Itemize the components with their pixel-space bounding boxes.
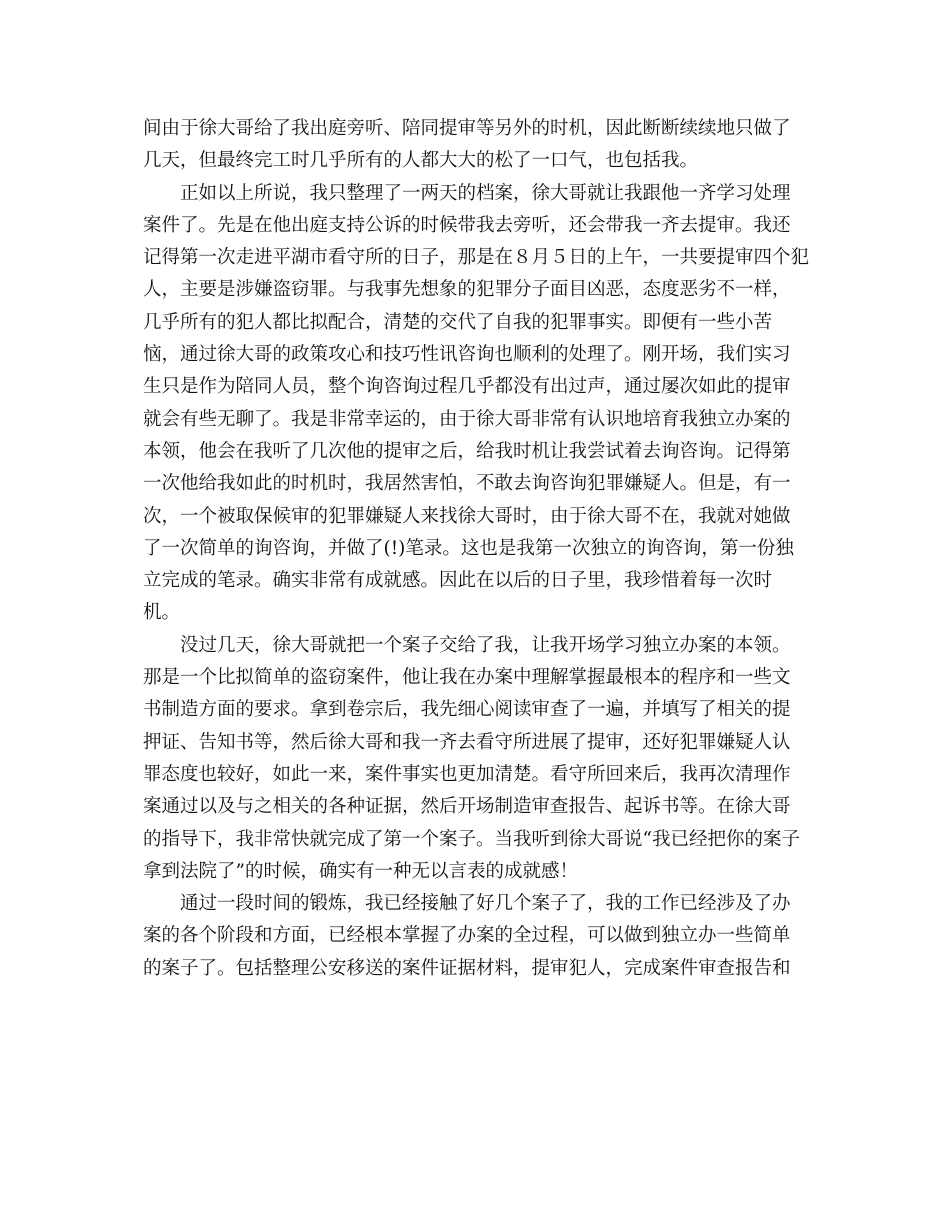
text-line: 就会有些无聊了。我是非常幸运的，由于徐大哥非常有认识地培育我独立办案的 xyxy=(143,408,791,430)
document-body xyxy=(143,113,813,985)
text-line: 的指导下，我非常快就完成了第一个案子。当我听到徐大哥说“我已经把你的案子 xyxy=(143,828,800,850)
paragraph-first-line: 没过几天，徐大哥就把一个案子交给了我，让我开场学习独立办案的本领。 xyxy=(180,634,791,656)
text-line: 案件了。先是在他出庭支持公诉的时候带我去旁听，还会带我一齐去提审。我还 xyxy=(143,214,791,236)
text-line: 那是一个比拟简单的盗窃案件，他让我在办案中理解掌握最根本的程序和一些文 xyxy=(143,667,791,689)
text-line: 间由于徐大哥给了我出庭旁听、陪同提审等另外的时机，因此断断续续地只做了 xyxy=(143,118,791,139)
text-line: 押证、告知书等，然后徐大哥和我一齐去看守所进展了提审，还好犯罪嫌疑人认 xyxy=(143,731,791,753)
text-line: 案通过以及与之相关的各种证据，然后开场制造审查报告、起诉书等。在徐大哥 xyxy=(143,796,791,818)
text-line: 记得第一次走进平湖市看守所的日子，那是在８月５日的上午，一共要提审四个犯 xyxy=(143,247,810,269)
text-line: 拿到法院了”的时候，确实有一种无以言表的成就感！ xyxy=(143,860,578,882)
text-line: 人，主要是涉嫌盗窃罪。与我事先想象的犯罪分子面目凶恶，态度恶劣不一样， xyxy=(143,279,791,301)
text-line: 罪态度也较好，如此一来，案件事实也更加清楚。看守所回来后，我再次清理作 xyxy=(143,763,791,785)
text-line: 的案子了。包括整理公安移送的案件证据材料，提审犯人，完成案件审查报告和 xyxy=(143,957,791,979)
text-line: 恼，通过徐大哥的政策攻心和技巧性讯咨询也顺利的处理了。刚开场，我们实习 xyxy=(143,344,791,366)
text-line: 生只是作为陪同人员，整个询咨询过程几乎都没有出过声，通过屡次如此的提审 xyxy=(143,376,791,398)
text-line: 几乎所有的犯人都比拟配合，清楚的交代了自我的犯罪事实。即便有一些小苦 xyxy=(143,311,773,333)
text-line: 书制造方面的要求。拿到卷宗后，我先细心阅读审查了一遍，并填写了相关的提 xyxy=(143,699,791,721)
text-line: 几天，但最终完工时几乎所有的人都大大的松了一口气，也包括我。 xyxy=(143,150,699,172)
text-line: 立完成的笔录。确实非常有成就感。因此在以后的日子里，我珍惜着每一次时 xyxy=(143,570,773,592)
text-line: 次，一个被取保候审的犯罪嫌疑人来找徐大哥时，由于徐大哥不在，我就对她做 xyxy=(143,505,791,527)
text-line: 了一次简单的询咨询，并做了(!)笔录。这也是我第一次独立的询咨询，第一份独 xyxy=(143,537,794,559)
text-line: 一次他给我如此的时机时，我居然害怕，不敢去询咨询犯罪嫌疑人。但是，有一 xyxy=(143,473,791,495)
paragraph-first-line: 通过一段时间的锻炼，我已经接触了好几个案子了，我的工作已经涉及了办 xyxy=(180,893,791,915)
text-line: 案的各个阶段和方面，已经根本掌握了办案的全过程，可以做到独立办一些简单 xyxy=(143,925,791,947)
text-line: 机。 xyxy=(143,602,181,624)
paragraph-first-line: 正如以上所说，我只整理了一两天的档案，徐大哥就让我跟他一齐学习处理 xyxy=(180,182,791,204)
text-line: 本领，他会在我听了几次他的提审之后，给我时机让我尝试着去询咨询。记得第 xyxy=(143,440,791,462)
